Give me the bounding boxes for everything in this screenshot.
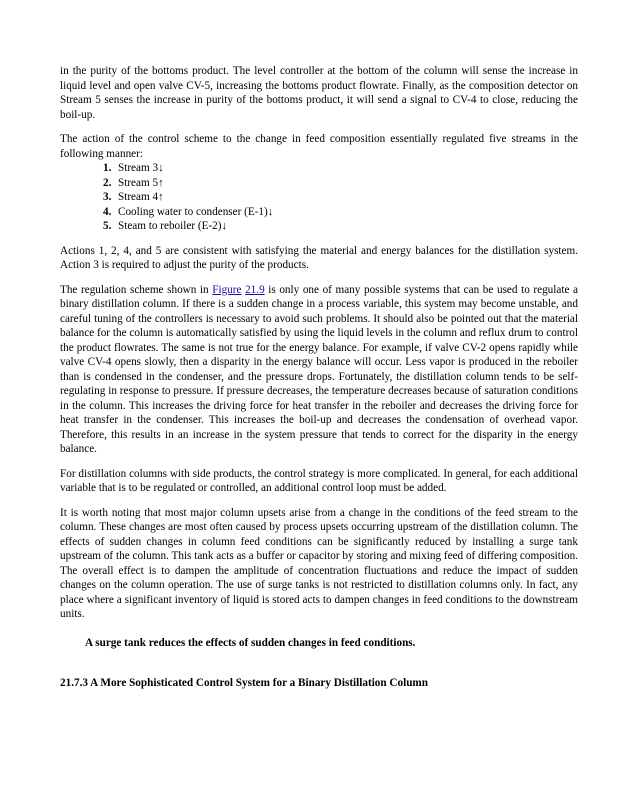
list-item-text: Steam to reboiler (E-2)↓ <box>118 220 228 232</box>
paragraph-6: It is worth noting that most major column upsets arise from a change in the conditions of the feed stream to the column. These changes are most often caused by process upsets occurring upstream of the distillation column. The effects of sudden changes in column feed conditions can be significantly reduced by installing a surge tank upstream of the column. This tank acts as a buffer or capacitor by storing and mixing feed of differing composition. The overall effect is to dampen the amplitude of concentration fluctuations and reduce the impact of sudden changes on the column operation. The use of surge tanks is not restricted to distillation columns only. In fact, any place where a significant inventory of liquid is stored acts to dampen changes in feed conditions to the downstream units. <box>60 506 578 620</box>
paragraph-1: in the purity of the bottoms product. The level controller at the bottom of the column will sense the increase in liquid level and open valve CV-5, increasing the bottoms product flowrate. Finally, as the composition detector on Stream 5 senses the increase in purity of the bottoms product, it will send a signal to CV-4 to close, reducing the boil-up. <box>60 65 578 121</box>
paragraph-3: Actions 1, 2, 4, and 5 are consistent with satisfying the material and energy balances for the distillation system. Action 3 is required to adjust the purity of the products. <box>60 244 578 271</box>
figure-link[interactable]: Figure <box>212 283 242 296</box>
regulated-streams-list <box>60 161 578 234</box>
list-item-text: Stream 4↑ <box>118 191 164 203</box>
list-item <box>103 190 578 205</box>
list-item-text: Stream 3↓ <box>118 162 164 174</box>
list-item-number: 5. <box>103 220 112 232</box>
list-item-text: Stream 5↑ <box>118 176 164 189</box>
list-item <box>103 176 578 191</box>
list-item <box>103 219 578 234</box>
list-item-number: 3. <box>103 191 112 203</box>
paragraph-5: For distillation columns with side products, the control strategy is more complicated. In general, for each additional variable that is to be regulated or controlled, an additional control loop must be added. <box>60 467 578 494</box>
paragraph-2: The action of the control scheme to the change in feed composition essentially regulated five streams in the following manner: <box>60 133 578 160</box>
list-item-text: Cooling water to condenser (E-1)↓ <box>118 205 274 218</box>
figure-number-link[interactable]: 21.9 <box>245 283 265 296</box>
list-item <box>103 161 578 176</box>
paragraph-4-body: is only one of many possible systems that can be used to regulate a binary distillation column. If there is a sudden change in a process variable, this system may become unstable, and careful tuning of the controllers is necessary to avoid such problems. It should also be pointed out that the material balance for the column is automatically satisfied by using the liquid levels in the column and reflux drum to control the product flowrates. The same is not true for the energy balance. For example, if valve CV-2 opens rapidly while valve CV-4 opens slowly, then a disparity in the energy balance will occur. Less vapor is produced in the reboiler than is condensed in the condenser, and the pressure drops. Fortunately, the distillation column tends to be self-regulating in response to pressure. If pressure decreases, the temperature decreases because of saturation conditions in the column. This increases the driving force for heat transfer in the reboiler and decreases the driving force for heat transfer in the condenser. This increases the boil-up and decreases the condensation of overhead vapor. Therefore, this results in an increase in the system pressure that tends to correct for the disparity in the energy balance. <box>60 283 578 455</box>
section-heading: 21.7.3 A More Sophisticated Control System for a Binary Distillation Column <box>60 677 428 689</box>
list-item <box>103 205 578 220</box>
paragraph-4-lead: The regulation scheme shown in <box>60 283 213 296</box>
list-item-number: 4. <box>103 205 112 218</box>
callout-statement: A surge tank reduces the effects of sudden changes in feed conditions. <box>85 636 416 649</box>
paragraph-4 <box>60 283 578 457</box>
list-item-number: 1. <box>103 162 112 174</box>
list-item-number: 2. <box>103 176 112 189</box>
document-page <box>60 64 578 691</box>
